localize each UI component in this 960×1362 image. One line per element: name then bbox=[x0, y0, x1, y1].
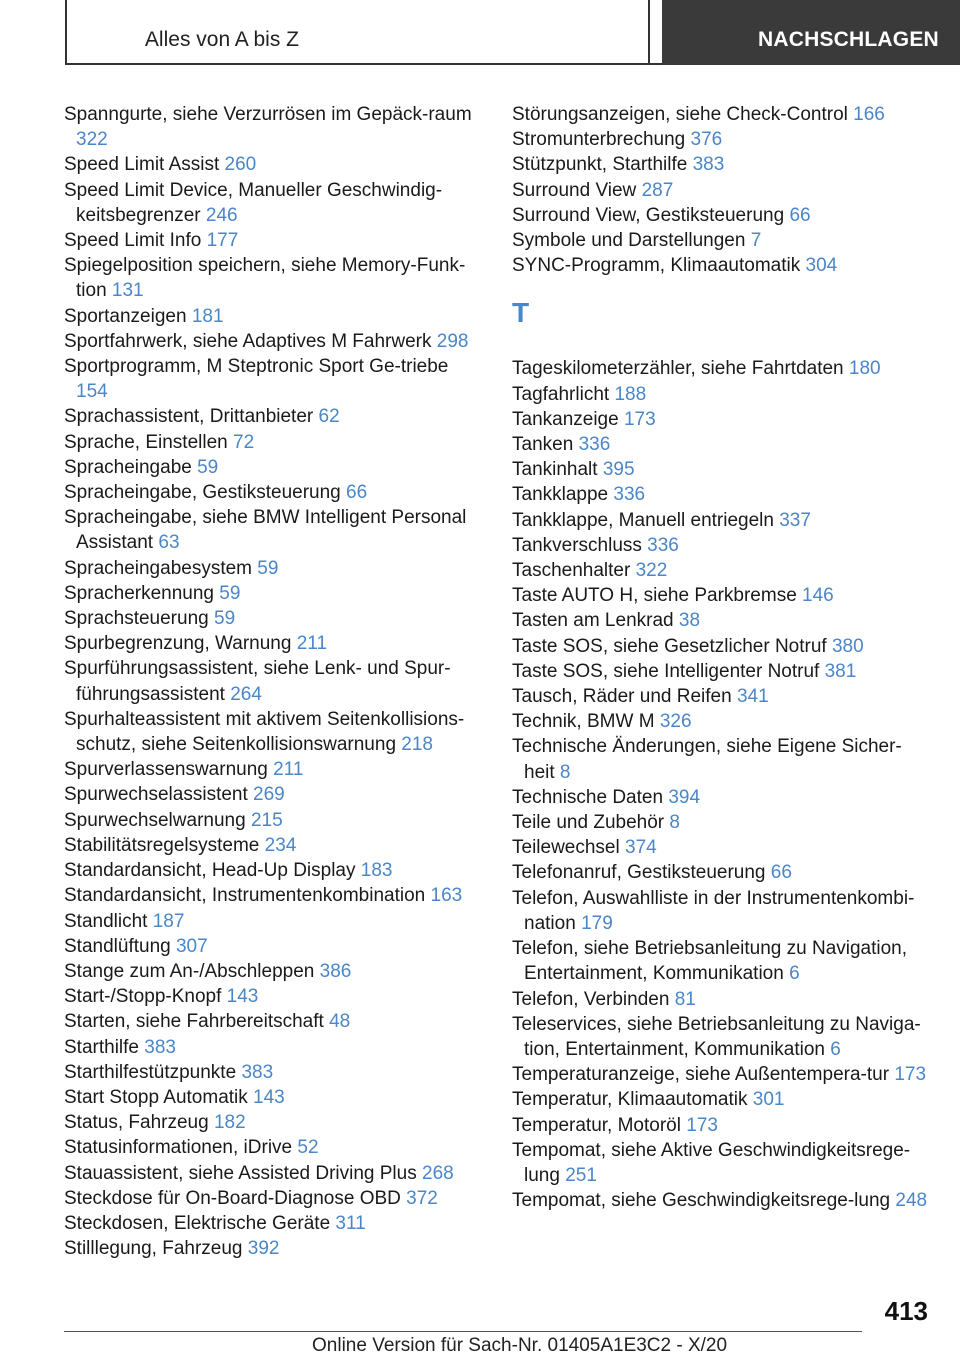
index-entry-term: Telefonanruf, Gestiksteuerung bbox=[512, 862, 766, 884]
index-entry-page-link[interactable]: 336 bbox=[578, 434, 611, 456]
index-entry-page-link[interactable]: 395 bbox=[602, 459, 635, 481]
header-chapter-tab: NACHSCHLAGEN bbox=[662, 0, 960, 65]
index-entry-page-link[interactable]: 322 bbox=[635, 560, 668, 582]
index-entry-term: Standardansicht, Head-Up Display bbox=[64, 860, 356, 882]
index-entry-term: Spurhalteassistent mit aktivem Seitenkollisions-schutz, siehe Seitenkollisionswarnung bbox=[64, 708, 465, 756]
index-entry bbox=[512, 608, 932, 633]
index-entry bbox=[512, 1113, 932, 1138]
index-entry-page-link[interactable]: 264 bbox=[230, 683, 262, 705]
index-entry bbox=[512, 382, 932, 407]
index-entry bbox=[64, 581, 484, 606]
index-entry-term: Taste SOS, siehe Gesetzlicher Notruf bbox=[512, 635, 827, 657]
index-entry bbox=[512, 253, 932, 278]
index-entry bbox=[64, 1161, 484, 1186]
index-entry-page-link[interactable]: 59 bbox=[214, 608, 236, 630]
index-entry-page-link[interactable]: 211 bbox=[273, 759, 304, 781]
index-entry-page-link[interactable]: 166 bbox=[853, 104, 885, 125]
index-entry bbox=[64, 984, 484, 1009]
index-entry-term: Tageskilometerzähler, siehe Fahrtdaten bbox=[512, 358, 844, 380]
index-entry-term: Telefon, Auswahlliste in der Instrumentenkombi-nation bbox=[512, 887, 915, 934]
index-entry-term: Steckdosen, Elektrische Geräte bbox=[64, 1212, 331, 1234]
index-entry-term: Spanngurte, siehe Verzurrösen im Gepäck-raum bbox=[64, 104, 472, 125]
index-entry-term: Sportanzeigen bbox=[64, 305, 187, 327]
index-entry-term: Tankverschluss bbox=[512, 534, 642, 556]
index-entry-page-link[interactable]: 215 bbox=[250, 809, 283, 831]
index-entry bbox=[512, 228, 932, 253]
index-entry bbox=[64, 631, 484, 656]
index-entry bbox=[64, 1085, 484, 1110]
index-entry-page-link[interactable]: 180 bbox=[848, 358, 881, 380]
index-entry bbox=[64, 152, 484, 177]
index-entry-term: Spurwechselassistent bbox=[64, 784, 248, 806]
index-entry bbox=[512, 407, 932, 432]
index-entry bbox=[512, 734, 932, 784]
index-entry-page-link[interactable]: 72 bbox=[233, 431, 255, 453]
index-entry-term: Spurführungsassistent, siehe Lenk- und Spur-führungsassistent bbox=[64, 658, 451, 705]
index-entry-page-link[interactable]: 376 bbox=[690, 129, 723, 151]
index-entry bbox=[64, 707, 484, 757]
page-number: 413 bbox=[884, 1296, 928, 1326]
index-entry-term: Tasten am Lenkrad bbox=[512, 610, 674, 632]
index-entry-term: Taste SOS, siehe Intelligenter Notruf bbox=[512, 660, 820, 682]
index-entry-term: Sportfahrwerk, siehe Adaptives M Fahrwerk bbox=[64, 330, 432, 352]
index-entry bbox=[64, 1211, 484, 1236]
index-entry-term: Tankinhalt bbox=[512, 459, 598, 481]
index-entry-term: Technik, BMW M bbox=[512, 711, 655, 733]
index-group-s-continued bbox=[512, 102, 932, 278]
index-entry-term: Stabilitätsregelsysteme bbox=[64, 834, 260, 856]
index-entry-page-link[interactable]: 52 bbox=[297, 1137, 319, 1159]
footer-version-text: Online Version für Sach-Nr. 01405A1E3C2 - X/20 bbox=[312, 1335, 728, 1356]
index-entry bbox=[512, 508, 932, 533]
index-entry bbox=[64, 1135, 484, 1160]
index-entry-term: Temperaturanzeige, siehe Außentempera-tur bbox=[512, 1064, 890, 1086]
index-entry-page-link[interactable]: 269 bbox=[253, 784, 285, 806]
index-entry bbox=[512, 1188, 932, 1213]
index-entry-term: Tagfahrlicht bbox=[512, 383, 610, 405]
index-entry-page-link[interactable]: 380 bbox=[831, 635, 864, 657]
index-entry-page-link[interactable]: 143 bbox=[253, 1086, 285, 1108]
index-entry-page-link[interactable]: 131 bbox=[111, 280, 144, 302]
index-entry-page-link[interactable]: 268 bbox=[422, 1162, 454, 1184]
index-entry-page-link[interactable]: 383 bbox=[144, 1036, 176, 1058]
index-entry-term: Start Stopp Automatik bbox=[64, 1086, 248, 1108]
index-entry bbox=[64, 228, 484, 253]
index-entry-term: Temperatur, Klimaautomatik bbox=[512, 1089, 748, 1111]
index-entry bbox=[512, 533, 932, 558]
index-entry-term: Symbole und Darstellungen bbox=[512, 230, 746, 252]
index-entry-term: Telefon, Verbinden bbox=[512, 988, 670, 1010]
index-entry bbox=[64, 253, 484, 303]
index-entry-term: Störungsanzeigen, siehe Check-Control bbox=[512, 104, 848, 125]
index-entry-term: Technische Änderungen, siehe Eigene Sicher-heit bbox=[512, 736, 902, 783]
index-entry bbox=[64, 833, 484, 858]
index-entry-page-link[interactable]: 48 bbox=[329, 1011, 351, 1033]
index-entry-page-link[interactable]: 383 bbox=[241, 1061, 274, 1083]
index-entry bbox=[64, 1236, 484, 1261]
index-entry-page-link[interactable]: 386 bbox=[319, 960, 352, 982]
index-entry-term: Tankklappe bbox=[512, 484, 609, 506]
index-entry bbox=[64, 1009, 484, 1034]
index-entry-page-link[interactable]: 381 bbox=[824, 660, 857, 682]
index-entry-page-link[interactable]: 298 bbox=[436, 330, 469, 352]
index-entry-page-link[interactable]: 260 bbox=[224, 154, 257, 176]
index-entry-term: Tanken bbox=[512, 434, 574, 456]
index-entry-term: Spracheingabe, siehe BMW Intelligent Personal Assistant bbox=[64, 507, 467, 554]
index-entry bbox=[64, 304, 484, 329]
index-entry-page-link[interactable]: 311 bbox=[335, 1212, 366, 1234]
index-entry-page-link[interactable]: 304 bbox=[805, 255, 838, 277]
index-entry-term: Spracheingabe bbox=[64, 456, 192, 478]
index-entry bbox=[512, 886, 932, 936]
index-entry-term: Sprache, Einstellen bbox=[64, 431, 228, 453]
index-entry-term: Status, Fahrzeug bbox=[64, 1112, 209, 1134]
index-entry bbox=[64, 455, 484, 480]
index-entry-page-link[interactable]: 59 bbox=[257, 557, 279, 579]
index-entry-page-link[interactable]: 248 bbox=[895, 1190, 928, 1212]
index-entry bbox=[512, 810, 932, 835]
index-entry-term: Sprachassistent, Drittanbieter bbox=[64, 406, 314, 428]
letter-heading: T bbox=[512, 297, 530, 329]
index-entry bbox=[512, 356, 932, 381]
index-entry-page-link[interactable]: 326 bbox=[659, 711, 692, 733]
index-entry-page-link[interactable]: 81 bbox=[674, 988, 696, 1010]
index-entry-page-link[interactable]: 336 bbox=[613, 484, 646, 506]
index-entry bbox=[64, 556, 484, 581]
index-entry-term: Tempomat, siehe Geschwindigkeitsrege-lung bbox=[512, 1190, 891, 1212]
index-entry bbox=[64, 1060, 484, 1085]
index-entry-page-link[interactable]: 163 bbox=[430, 885, 463, 907]
index-entry bbox=[64, 505, 484, 555]
footer-rule bbox=[64, 1331, 862, 1332]
index-entry-term: Starten, siehe Fahrbereitschaft bbox=[64, 1011, 324, 1033]
index-entry-page-link[interactable]: 182 bbox=[213, 1112, 246, 1134]
index-entry bbox=[64, 430, 484, 455]
index-entry bbox=[512, 127, 932, 152]
index-entry bbox=[512, 684, 932, 709]
index-entry-page-link[interactable]: 146 bbox=[802, 585, 834, 607]
index-entry-page-link[interactable]: 211 bbox=[296, 633, 328, 655]
index-entry-term: Steckdose für On-Board-Diagnose OBD bbox=[64, 1187, 401, 1209]
index-entry-term: Taschenhalter bbox=[512, 560, 631, 582]
index-entry-page-link[interactable]: 374 bbox=[625, 837, 657, 859]
index-column-right bbox=[512, 102, 932, 1213]
index-entry bbox=[64, 1186, 484, 1211]
index-entry-term: Teile und Zubehör bbox=[512, 812, 665, 834]
index-entry-page-link[interactable]: 143 bbox=[226, 986, 259, 1008]
header-bottom-rule bbox=[65, 63, 662, 65]
index-entry bbox=[64, 934, 484, 959]
header-mid-rule bbox=[648, 0, 650, 64]
index-entry-term: Spracheingabesystem bbox=[64, 557, 252, 579]
index-entry-page-link[interactable]: 183 bbox=[360, 860, 393, 882]
index-entry-term: Starthilfe bbox=[64, 1036, 139, 1058]
index-entry-page-link[interactable]: 383 bbox=[692, 154, 725, 176]
index-entry bbox=[64, 178, 484, 228]
index-entry bbox=[64, 354, 484, 404]
index-entry bbox=[512, 987, 932, 1012]
index-entry-term: Spracheingabe, Gestiksteuerung bbox=[64, 482, 341, 504]
index-entry-term: Stauassistent, siehe Assisted Driving Plus bbox=[64, 1162, 417, 1184]
index-entry-page-link[interactable]: 59 bbox=[219, 582, 241, 604]
index-entry bbox=[512, 1138, 932, 1188]
index-entry bbox=[512, 1087, 932, 1112]
index-entry-page-link[interactable]: 154 bbox=[76, 381, 108, 403]
index-entry-term: SYNC-Programm, Klimaautomatik bbox=[512, 255, 801, 277]
header-section-title: Alles von A bis Z bbox=[144, 28, 299, 51]
index-entry-term: Starthilfestützpunkte bbox=[64, 1061, 237, 1083]
index-entry bbox=[64, 858, 484, 883]
index-entry bbox=[512, 1012, 932, 1062]
index-entry-term: Sportprogramm, M Steptronic Sport Ge-triebe bbox=[64, 356, 449, 378]
index-entry-term: Spiegelposition speichern, siehe Memory-Funk-tion bbox=[64, 255, 466, 302]
index-entry-term: Spracherkennung bbox=[64, 582, 214, 604]
index-entry-term: Stange zum An-/Abschleppen bbox=[64, 960, 315, 982]
index-entry bbox=[512, 583, 932, 608]
index-entry-term: Tankklappe, Manuell entriegeln bbox=[512, 509, 774, 531]
index-entry-page-link[interactable]: 173 bbox=[894, 1064, 927, 1086]
index-entry-page-link[interactable]: 8 bbox=[559, 761, 571, 783]
index-entry-term: Temperatur, Motoröl bbox=[512, 1114, 681, 1136]
index-entry-page-link[interactable]: 7 bbox=[750, 230, 762, 252]
index-entry bbox=[64, 404, 484, 429]
index-entry-term: Spurbegrenzung, Warnung bbox=[64, 633, 292, 655]
index-entry-page-link[interactable]: 177 bbox=[206, 230, 239, 252]
index-entry-term: Standardansicht, Instrumentenkombination bbox=[64, 885, 426, 907]
index-entry bbox=[64, 782, 484, 807]
index-entry bbox=[64, 102, 484, 152]
index-entry bbox=[512, 102, 932, 127]
index-entry-term: Speed Limit Info bbox=[64, 230, 202, 252]
index-entry-page-link[interactable]: 181 bbox=[191, 305, 224, 327]
index-entry bbox=[512, 432, 932, 457]
index-entry-term: Taste AUTO H, siehe Parkbremse bbox=[512, 585, 797, 607]
index-entry-page-link[interactable]: 66 bbox=[346, 482, 368, 504]
index-entry-page-link[interactable]: 341 bbox=[736, 686, 769, 708]
index-entry-page-link[interactable]: 218 bbox=[401, 734, 433, 756]
index-entry-page-link[interactable]: 392 bbox=[247, 1238, 280, 1260]
index-entry bbox=[64, 808, 484, 833]
index-entry-page-link[interactable]: 372 bbox=[406, 1187, 438, 1209]
index-entry-page-link[interactable]: 66 bbox=[770, 862, 792, 884]
index-entry-page-link[interactable]: 6 bbox=[830, 1038, 841, 1060]
index-entry-page-link[interactable]: 301 bbox=[752, 1089, 785, 1111]
index-entry bbox=[512, 482, 932, 507]
index-entry-term: Sprachsteuerung bbox=[64, 608, 209, 630]
index-entry bbox=[512, 659, 932, 684]
index-entry bbox=[512, 709, 932, 734]
index-entry-term: Technische Daten bbox=[512, 786, 664, 808]
index-entry-term: Stilllegung, Fahrzeug bbox=[64, 1238, 243, 1260]
index-entry bbox=[512, 558, 932, 583]
index-entry-page-link[interactable]: 336 bbox=[647, 534, 679, 556]
index-entry-page-link[interactable]: 38 bbox=[678, 610, 701, 632]
index-entry bbox=[64, 909, 484, 934]
page-header bbox=[0, 0, 960, 66]
index-entry-term: Surround View, Gestiksteuerung bbox=[512, 204, 785, 226]
index-entry bbox=[512, 203, 932, 228]
index-entry-term: Spurverlassenswarnung bbox=[64, 759, 268, 781]
index-entry-term: Telefon, siehe Betriebsanleitung zu Navigation, Entertainment, Kommunikation bbox=[512, 938, 908, 985]
index-entry bbox=[512, 860, 932, 885]
index-entry-page-link[interactable]: 337 bbox=[779, 509, 811, 531]
index-entry-term: Statusinformationen, iDrive bbox=[64, 1137, 293, 1159]
index-entry-term: Start-/Stopp-Knopf bbox=[64, 986, 222, 1008]
index-entry-page-link[interactable]: 251 bbox=[565, 1164, 597, 1186]
index-entry bbox=[512, 457, 932, 482]
index-entry-term: Spurwechselwarnung bbox=[64, 809, 246, 831]
index-entry-page-link[interactable]: 322 bbox=[76, 129, 108, 151]
index-entry-page-link[interactable]: 234 bbox=[264, 834, 297, 856]
index-entry-page-link[interactable]: 63 bbox=[158, 532, 180, 554]
index-entry-term: Teilewechsel bbox=[512, 837, 620, 859]
index-entry bbox=[64, 1110, 484, 1135]
index-entry-page-link[interactable]: 62 bbox=[318, 406, 340, 428]
index-entry bbox=[64, 606, 484, 631]
index-entry-term: Speed Limit Assist bbox=[64, 154, 220, 176]
index-entry bbox=[512, 936, 932, 986]
index-entry bbox=[512, 785, 932, 810]
index-entry bbox=[512, 1062, 932, 1087]
index-group-t bbox=[512, 356, 932, 1213]
index-entry-term: Teleservices, siehe Betriebsanleitung zu Naviga-tion, Entertainment, Kommunikation bbox=[512, 1013, 921, 1060]
index-entry-page-link[interactable]: 6 bbox=[789, 963, 800, 985]
index-entry-page-link[interactable]: 188 bbox=[614, 383, 647, 405]
index-entry-page-link[interactable]: 307 bbox=[175, 935, 208, 957]
index-entry-page-link[interactable]: 179 bbox=[581, 912, 613, 934]
index-entry bbox=[512, 178, 932, 203]
index-entry bbox=[64, 329, 484, 354]
index-column-left bbox=[64, 102, 484, 1261]
index-entry-term: Speed Limit Device, Manueller Geschwindig-keitsbegrenzer bbox=[64, 179, 443, 226]
index-entry bbox=[512, 152, 932, 177]
index-entry bbox=[64, 883, 484, 908]
index-entry-term: Tempomat, siehe Aktive Geschwindigkeitsrege-lung bbox=[512, 1139, 911, 1186]
index-entry-page-link[interactable]: 8 bbox=[669, 812, 680, 834]
index-entry bbox=[64, 959, 484, 984]
index-entry-term: Standlüftung bbox=[64, 935, 171, 957]
index-entry-page-link[interactable]: 246 bbox=[205, 204, 238, 226]
index-entry bbox=[512, 634, 932, 659]
index-entry-page-link[interactable]: 66 bbox=[789, 204, 811, 226]
index-entry bbox=[64, 1035, 484, 1060]
index-entry-term: Tankanzeige bbox=[512, 408, 619, 430]
index-entry-page-link[interactable]: 287 bbox=[641, 179, 674, 201]
index-entry-term: Stromunterbrechung bbox=[512, 129, 686, 151]
index-entry-page-link[interactable]: 173 bbox=[686, 1114, 718, 1136]
index-entry bbox=[64, 656, 484, 706]
index-entry-page-link[interactable]: 173 bbox=[623, 408, 656, 430]
index-entry-term: Tausch, Räder und Reifen bbox=[512, 686, 732, 708]
index-entry-term: Stützpunkt, Starthilfe bbox=[512, 154, 688, 176]
index-entry-term: Standlicht bbox=[64, 910, 148, 932]
index-entry bbox=[64, 480, 484, 505]
index-entry bbox=[512, 835, 932, 860]
index-entry-page-link[interactable]: 187 bbox=[152, 910, 185, 932]
header-left-rule bbox=[65, 0, 67, 64]
index-entry bbox=[64, 757, 484, 782]
index-entry-page-link[interactable]: 59 bbox=[197, 456, 219, 478]
index-entry-term: Surround View bbox=[512, 179, 637, 201]
index-entry-page-link[interactable]: 394 bbox=[668, 786, 701, 808]
